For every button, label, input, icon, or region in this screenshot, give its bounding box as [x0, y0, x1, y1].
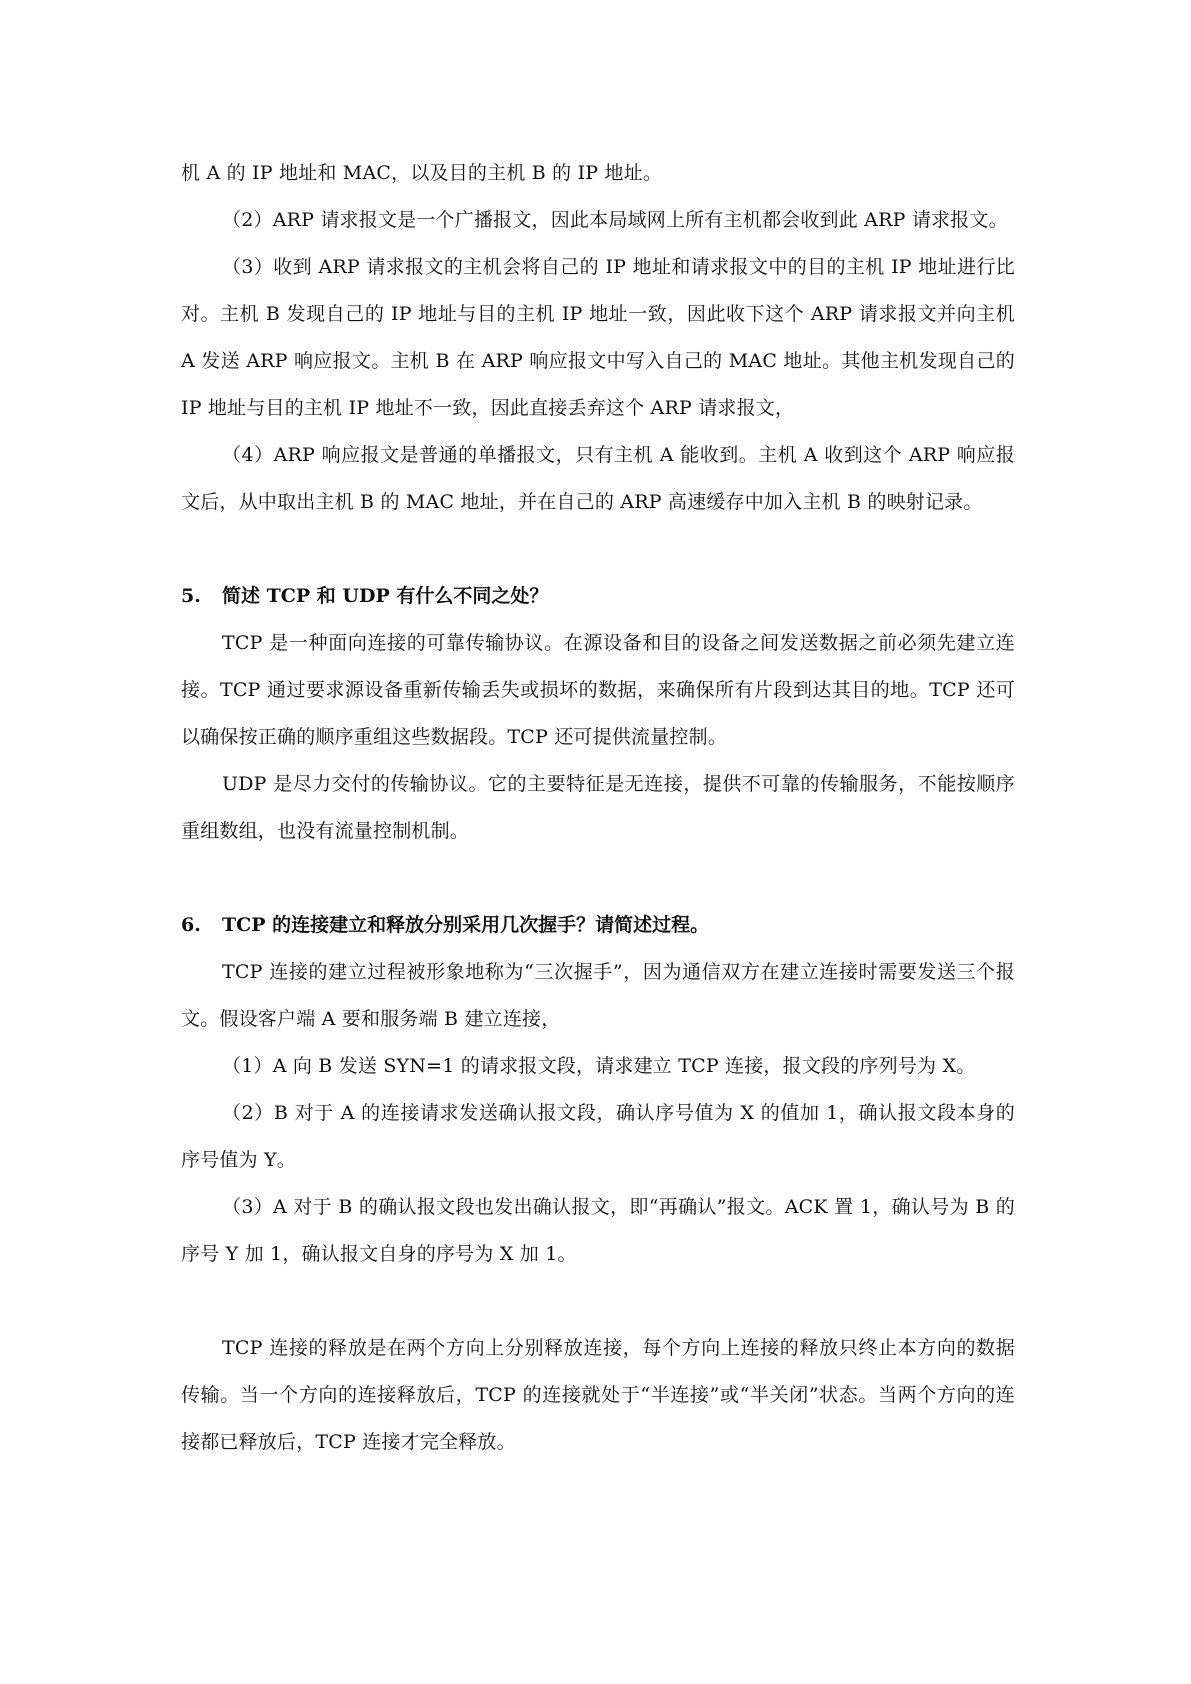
section-spacer	[181, 855, 1015, 902]
handshake-step-1: （1）A 向 B 发送 SYN=1 的请求报文段，请求建立 TCP 连接，报文段的序列号为 X。	[222, 1055, 976, 1077]
arp-step-4: （4）ARP 响应报文是普通的单播报文，只有主机 A 能收到。主机 A 收到这个 ARP 响应报文后，从中取出主机 B 的 MAC 地址，并在自己的 ARP 高速缓存中加入主机 B 的映射记录。	[181, 444, 1015, 513]
arp-step-3: （3）收到 ARP 请求报文的主机会将自己的 IP 地址和请求报文中的目的主机 IP 地址进行比对。主机 B 发现自己的 IP 地址与目的主机 IP 地址一致，因此收下这个 ARP 请求报文并向主机 A 发送 ARP 响应报文。主机 B 在 ARP 响应报文中写入自己的 MAC 地址。其他主机发现自己的 IP 地址与目的主机 IP 地址不一致，因此直接丢弃这个 ARP 请求报文，	[181, 256, 1015, 419]
question-5-number: 5.	[181, 585, 201, 607]
question-6-heading	[181, 902, 1015, 949]
question-5-title: 简述 TCP 和 UDP 有什么不同之处？	[222, 585, 549, 607]
question-5-heading	[181, 573, 1015, 620]
arp-step-2: （2）ARP 请求报文是一个广播报文，因此本局域网上所有主机都会收到此 ARP 请求报文。	[222, 209, 1008, 231]
handshake-step-2: （2）B 对于 A 的连接请求发送确认报文段，确认序号值为 X 的值加 1，确认报文段本身的序号值为 Y。	[181, 1102, 1015, 1171]
arp-step-1-continuation: 机 A 的 IP 地址和 MAC，以及目的主机 B 的 IP 地址。	[181, 162, 663, 184]
handshake-step-3: （3）A 对于 B 的确认报文段也发出确认报文，即“再确认”报文。ACK 置 1，确认号为 B 的序号 Y 加 1，确认报文自身的序号为 X 加 1。	[181, 1196, 1015, 1265]
tcp-description: TCP 是一种面向连接的可靠传输协议。在源设备和目的设备之间发送数据之前必须先建立连接。TCP 通过要求源设备重新传输丢失或损坏的数据，来确保所有片段到达其目的地。TCP 还可以确保按正确的顺序重组这些数据段。TCP 还可提供流量控制。	[181, 632, 1015, 748]
question-6-title: TCP 的连接建立和释放分别采用几次握手？请简述过程。	[222, 914, 710, 936]
connection-release: TCP 连接的释放是在两个方向上分别释放连接，每个方向上连接的释放只终止本方向的数据传输。当一个方向的连接释放后，TCP 的连接就处于“半连接”或“半关闭”状态。当两个方向的连接都已释放后，TCP 连接才完全释放。	[181, 1337, 1015, 1453]
question-6-number: 6.	[181, 914, 201, 936]
document-page	[181, 150, 1015, 1466]
section-spacer	[181, 526, 1015, 573]
section-spacer	[181, 1278, 1015, 1325]
handshake-intro: TCP 连接的建立过程被形象地称为“三次握手”，因为通信双方在建立连接时需要发送三个报文。假设客户端 A 要和服务端 B 建立连接，	[181, 961, 1015, 1030]
udp-description: UDP 是尽力交付的传输协议。它的主要特征是无连接，提供不可靠的传输服务，不能按顺序重组数组，也没有流量控制机制。	[181, 773, 1015, 842]
